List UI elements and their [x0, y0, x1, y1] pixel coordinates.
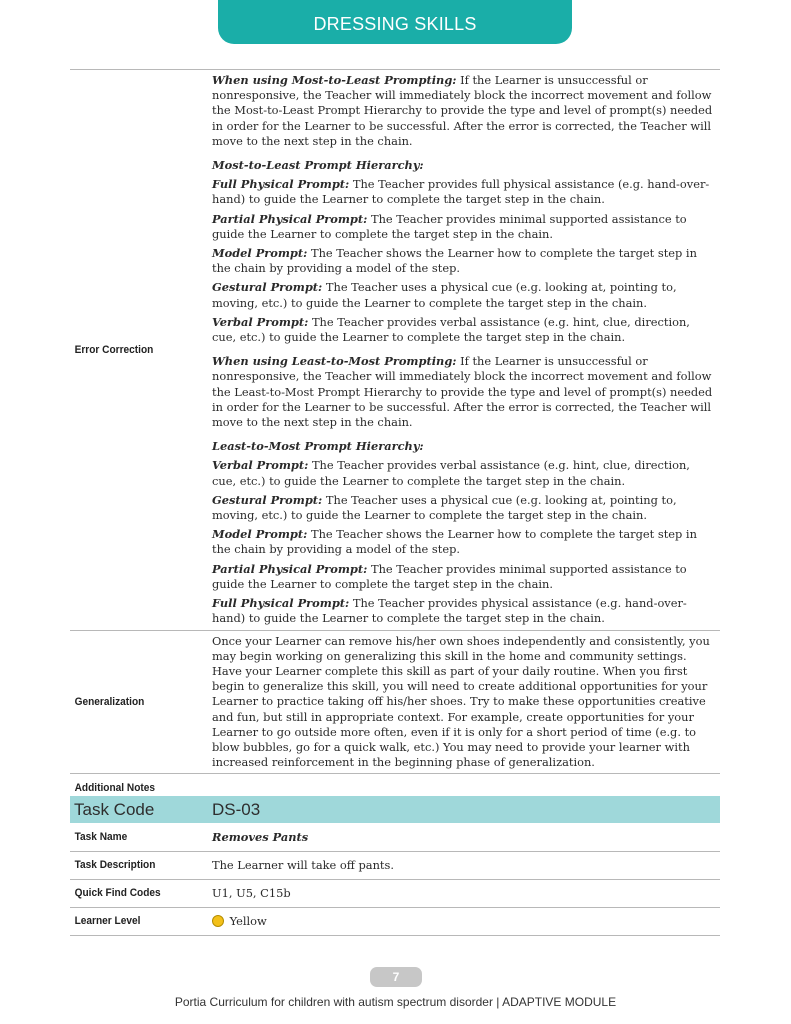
- quick-find-codes-row: [70, 879, 720, 907]
- task-description-value: The Learner will take off pants.: [210, 851, 720, 879]
- learner-level-row: [70, 907, 720, 935]
- error-correction-label: Error Correction: [70, 70, 199, 631]
- ltm-intro-paragraph: [212, 354, 714, 430]
- learner-level-label: Learner Level: [70, 907, 199, 935]
- page-number-badge: [370, 967, 422, 987]
- quick-find-codes-value: U1, U5, C15b: [210, 879, 720, 907]
- section-header-tab: [218, 0, 572, 44]
- section-title: DRESSING SKILLS: [313, 14, 477, 34]
- ltm-item: Full Physical Prompt: The Teacher provides physical assistance (e.g. hand-over-hand) to guide the Learner to complete the target step in the chain.: [212, 596, 687, 626]
- mtl-intro-paragraph: [212, 73, 714, 149]
- task-code-band: [70, 796, 720, 823]
- mtl-heading: Most-to-Least Prompt Hierarchy:: [212, 158, 424, 173]
- mtl-intro-text: If the Learner is unsuccessful or nonresponsive, the Teacher will immediately block the incorrect movement and follow the Most-to-Least Prompt Hierarchy to provide the type and level of prompt(s) needed in order for the Learner to be successful. After the error is corrected, the Teacher will move to the next step in the chain.: [212, 73, 713, 148]
- task-code-label: Task Code: [74, 800, 155, 819]
- task-description-label: Task Description: [70, 851, 199, 879]
- mtl-intro-lead: When using Most-to-Least Prompting:: [212, 73, 457, 87]
- page-number: 7: [392, 970, 400, 984]
- ltm-intro-text: If the Learner is unsuccessful or nonresponsive, the Teacher will immediately block the incorrect movement and follow the Least-to-Most Prompt Hierarchy to provide the type and level of prompt(s) needed in order for the Learner to be successful. After the error is corrected, the Teacher will move to the next step in the chain.: [212, 354, 713, 430]
- mtl-item: Gestural Prompt: The Teacher uses a physical cue (e.g. looking at, pointing to, moving, etc.) to guide the Learner to complete the target step in the chain.: [212, 280, 677, 310]
- task-code-value: DS-03: [212, 800, 261, 819]
- instruction-table: [70, 69, 720, 802]
- ltm-item: Gestural Prompt: The Teacher uses a physical cue (e.g. looking at, pointing to, moving, etc.) to guide the Learner to complete the target step in the chain.: [212, 492, 677, 523]
- task-name-label: Task Name: [70, 823, 199, 851]
- generalization-label: Generalization: [70, 630, 199, 774]
- ltm-item: Verbal Prompt: The Teacher provides verbal assistance (e.g. hint, clue, direction, cue, etc.) to guide the Learner to complete the target step in the chain.: [212, 458, 690, 488]
- task-description-row: [70, 851, 720, 879]
- ltm-intro-lead: When using Least-to-Most Prompting:: [212, 354, 457, 369]
- mtl-item: Verbal Prompt: The Teacher provides verbal assistance (e.g. hint, clue, direction, cue, etc.) to guide the Learner to complete the target step in the chain.: [212, 314, 690, 345]
- additional-notes-label: Additional Notes: [70, 774, 199, 802]
- quick-find-codes-label: Quick Find Codes: [70, 879, 199, 907]
- learner-level-cell: [210, 907, 720, 935]
- task-info-table: [70, 823, 720, 936]
- learner-level-value: Yellow: [229, 914, 267, 928]
- mtl-item: Model Prompt: The Teacher shows the Learner how to complete the target step in the chain by providing a model of the step.: [212, 246, 697, 276]
- ltm-heading: Least-to-Most Prompt Hierarchy:: [212, 439, 424, 454]
- mtl-item: Full Physical Prompt: The Teacher provides full physical assistance (e.g. hand-over-hand) to guide the Learner to complete the target step in the chain.: [212, 177, 710, 207]
- page-footer: Portia Curriculum for children with autism spectrum disorder | ADAPTIVE MODULE: [174, 995, 617, 1009]
- generalization-row: [70, 630, 720, 774]
- yellow-level-dot-icon: [212, 915, 224, 927]
- generalization-text: Once your Learner can remove his/her own shoes independently and consistently, you may begin working on generalizing this skill in the home and community settings. Have your Learner complete this skill as part of your daily routine. When you first begin to generalize this skill, you will need to create additional opportunities for your Learner to practice taking off his/her shoes. Try to make these opportunities creative and fun, but still in appropriate context. For example, create opportunities for your Learner to go outside more often, even if it is only for a short period of time (e.g. to blow bubbles, go for a quick walk, etc.) You may need to provide your learner with increased reinforcement in the beginning phase of generalization.: [210, 630, 720, 774]
- ltm-item: Model Prompt: The Teacher shows the Learner how to complete the target step in the chain by providing a model of the step.: [212, 527, 697, 557]
- ltm-item: Partial Physical Prompt: The Teacher provides minimal supported assistance to guide the Learner to complete the target step in the chain.: [212, 561, 687, 591]
- error-correction-row: [70, 70, 720, 631]
- mtl-item: Partial Physical Prompt: The Teacher provides minimal supported assistance to guide the Learner to complete the target step in the chain.: [212, 211, 687, 241]
- task-name-row: [70, 823, 720, 851]
- error-correction-content: [210, 70, 720, 631]
- task-name-value: Removes Pants: [210, 823, 720, 851]
